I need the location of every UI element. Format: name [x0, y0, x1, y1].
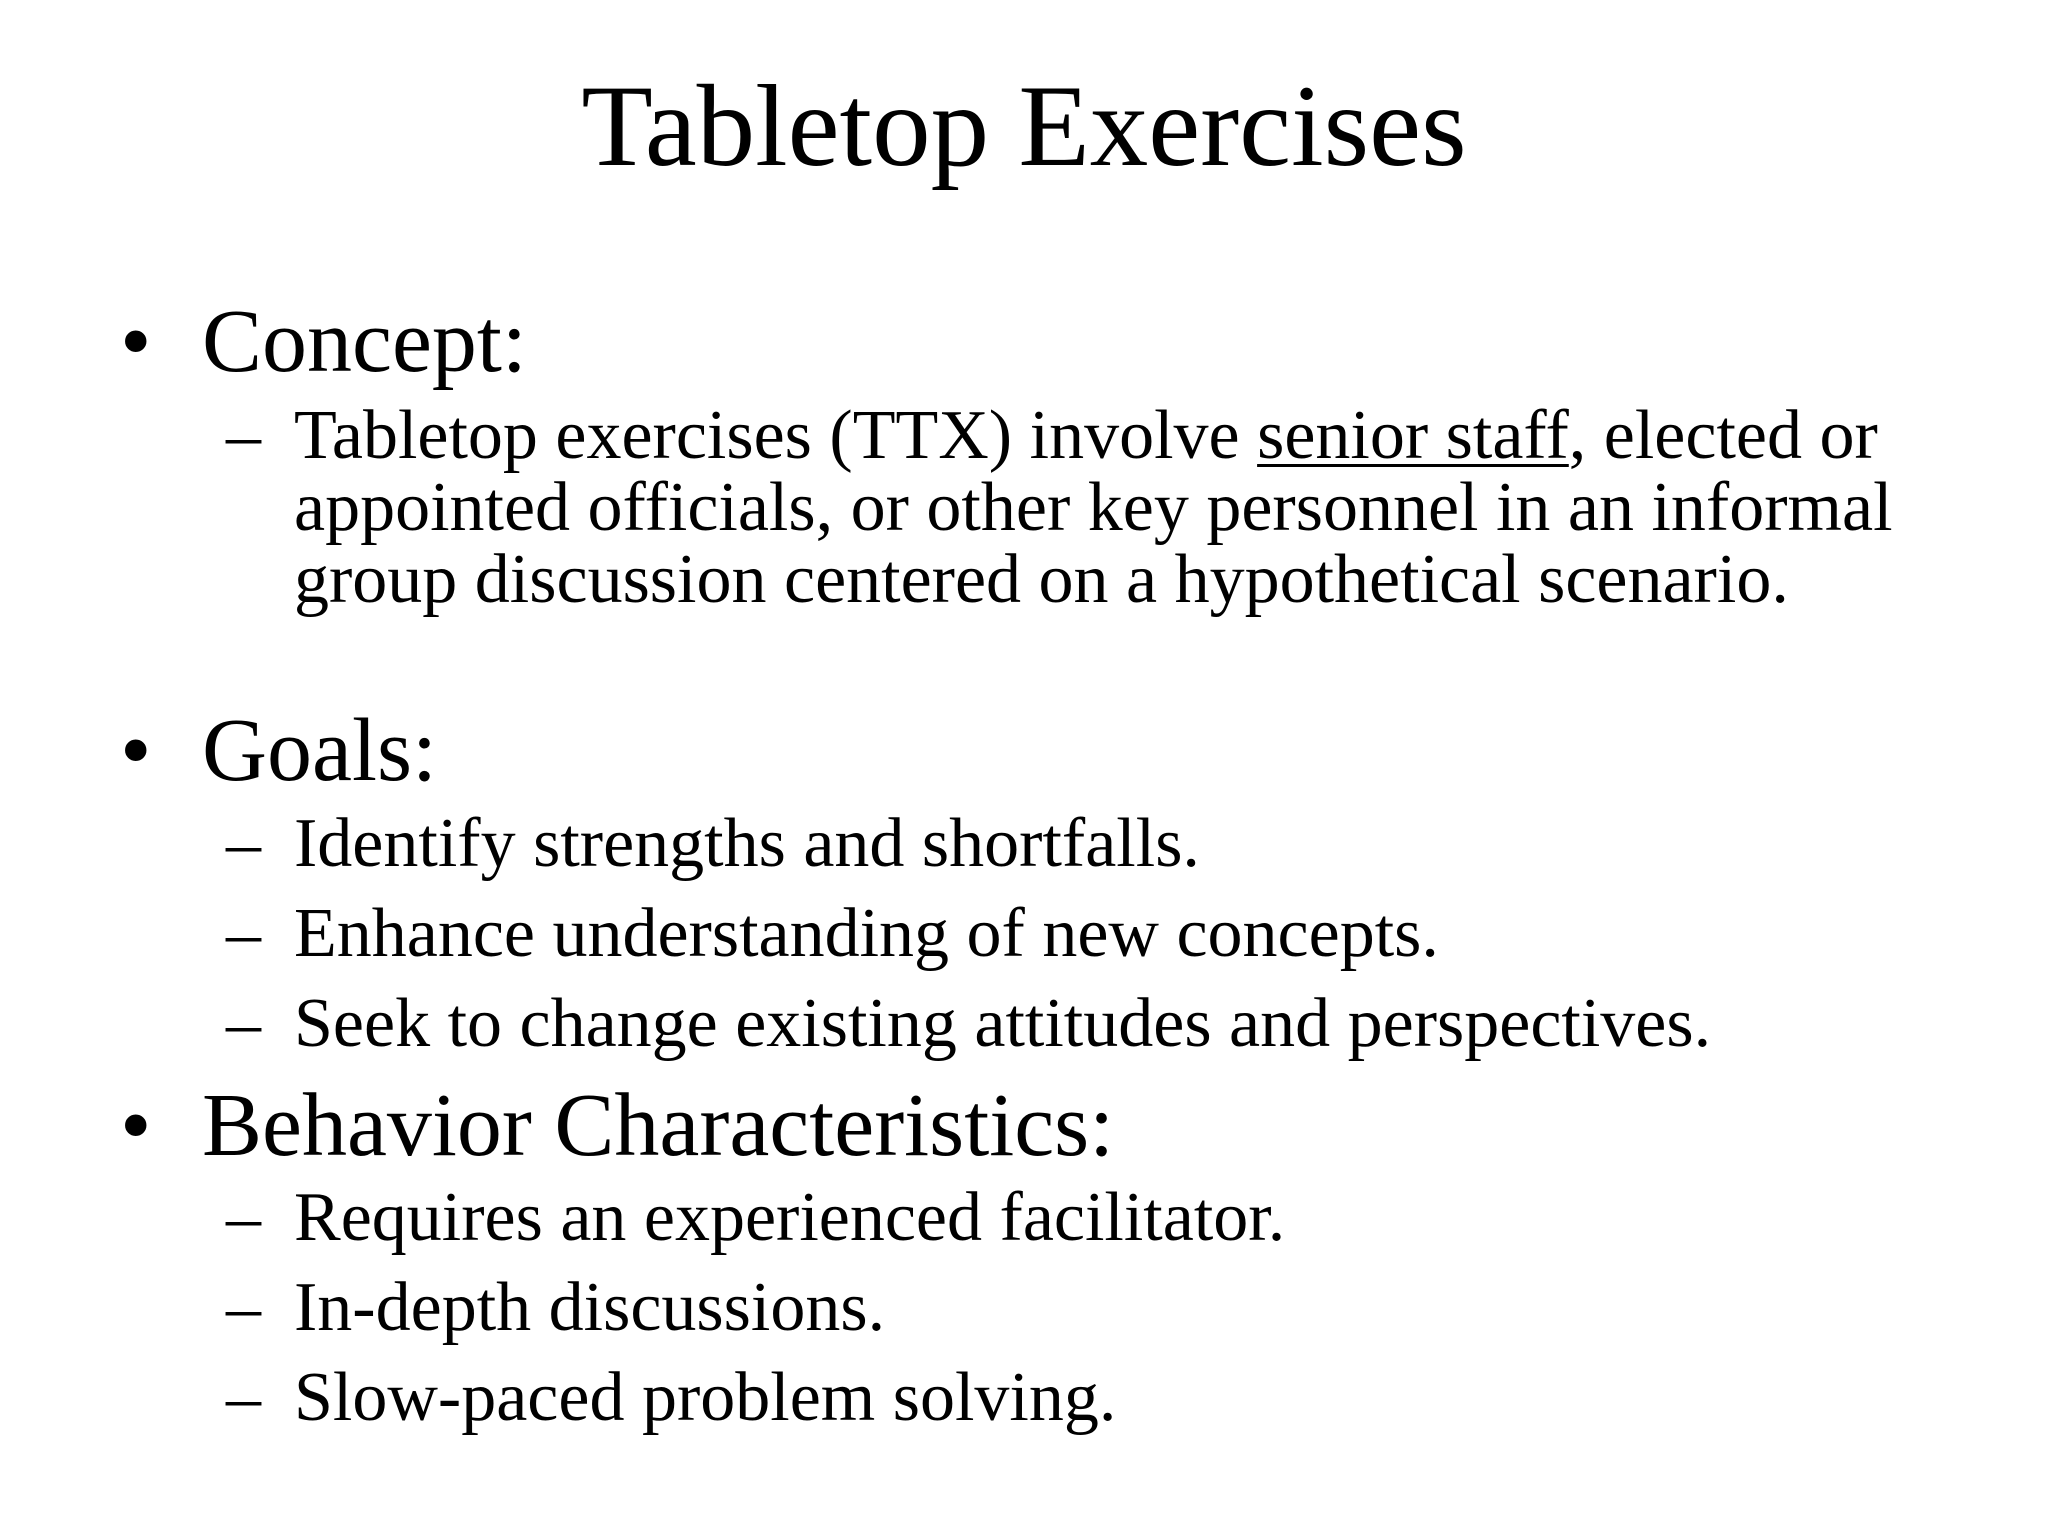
bullet-heading-goals: Goals: [202, 701, 437, 800]
sub-item-text: Requires an experienced facilitator. [294, 1179, 1286, 1256]
sub-item-text: Enhance understanding of new concepts. [294, 895, 1439, 972]
bullet-icon: • [120, 292, 152, 391]
dash-icon: – [226, 1269, 261, 1346]
bullet-heading-behavior: Behavior Characteristics: [202, 1076, 1115, 1175]
bullet-icon: • [120, 1076, 152, 1175]
sub-item-text: Slow-paced problem solving. [294, 1359, 1117, 1436]
slide-title: Tabletop Exercises [581, 62, 1467, 191]
dash-icon: – [226, 895, 261, 972]
sub-item-text: Seek to change existing attitudes and perspectives. [294, 985, 1712, 1062]
dash-icon: – [226, 805, 261, 882]
dash-icon: – [226, 1179, 261, 1256]
sub-item-text: Identify strengths and shortfalls. [294, 805, 1200, 882]
underlined-term: senior staff [1257, 397, 1569, 474]
dash-icon: – [226, 1359, 261, 1436]
bullet-icon: • [120, 701, 152, 800]
sub-item-text-end: , elected or appointed officials, or other key personnel in an informal group discussion centered on a hypothetical scenario. [294, 397, 1893, 618]
sub-item-text-start: Tabletop exercises (TTX) involve [294, 397, 1258, 474]
dash-icon: – [226, 985, 261, 1062]
sub-item-text: In-depth discussions. [294, 1269, 886, 1346]
dash-icon: – [226, 397, 261, 474]
bullet-heading-concept: Concept: [202, 292, 527, 391]
sub-item-text [294, 397, 1974, 618]
